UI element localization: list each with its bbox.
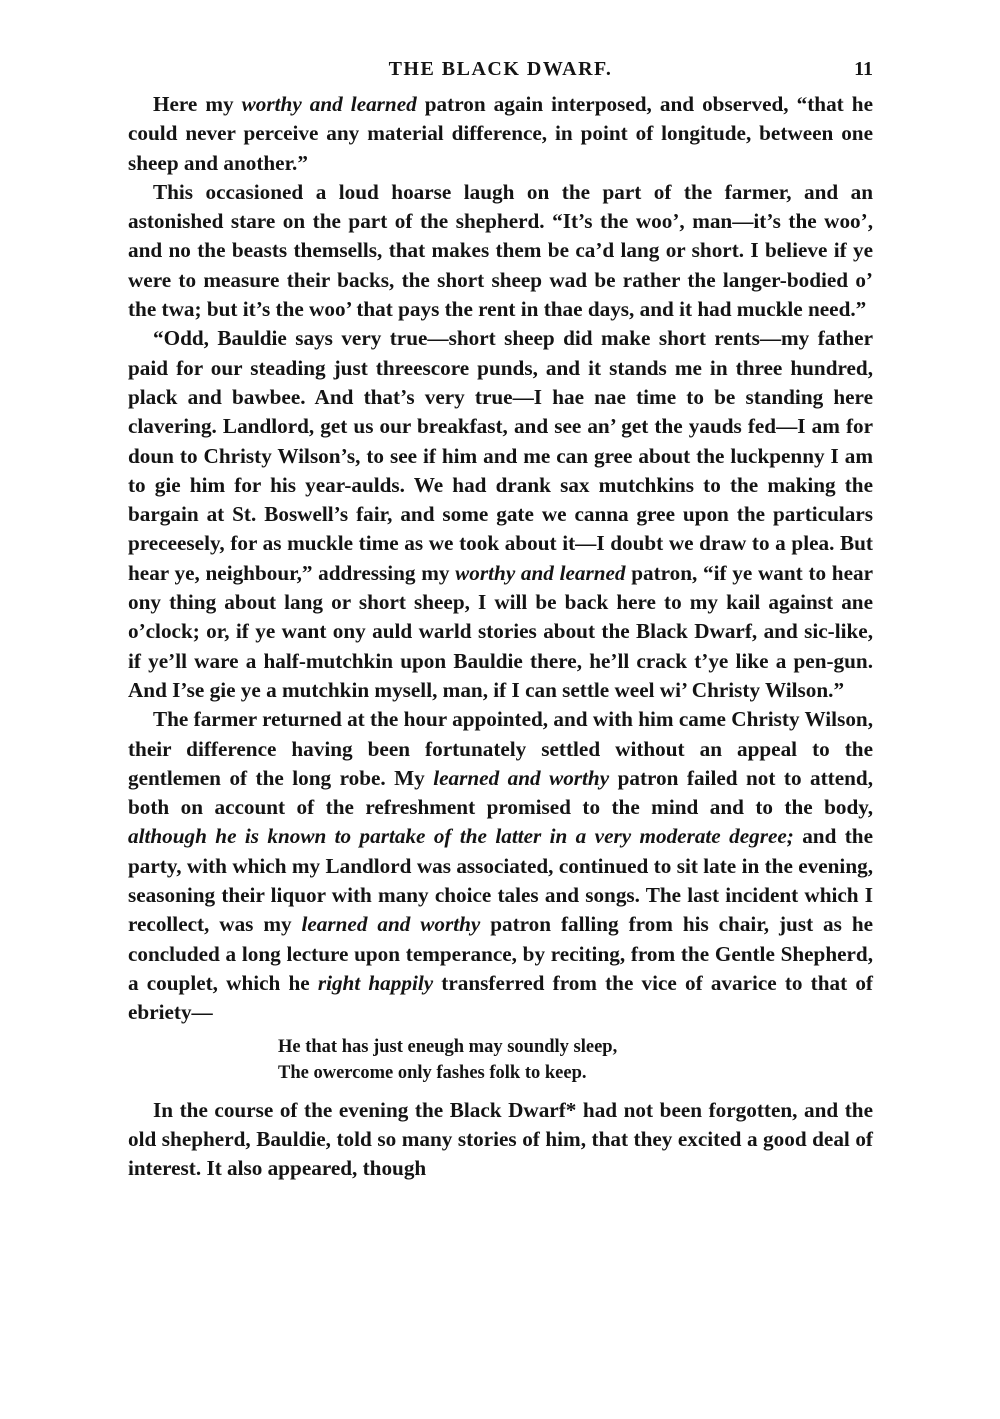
text-run: Here my xyxy=(153,92,242,116)
verse-line: He that has just eneugh may soundly sleep, xyxy=(278,1036,618,1057)
paragraph-5 xyxy=(128,1096,873,1184)
italic-run: learned and worthy xyxy=(433,765,610,790)
italic-run: learned and worthy xyxy=(301,912,481,937)
paragraph-4 xyxy=(128,705,873,1027)
verse-couplet xyxy=(278,1034,873,1086)
paragraph-3 xyxy=(128,324,873,705)
paragraph-2 xyxy=(128,178,873,324)
italic-run: although he is known to partake of the latter in a very moderate degree; xyxy=(128,824,794,849)
paragraph-1 xyxy=(128,90,873,178)
text-run: patron falling from his chair, just as he concluded a long lecture upon temperance, by reciting, from the Gentle Shepherd, a couplet, which he xyxy=(128,912,874,995)
italic-run: worthy and learned xyxy=(455,560,626,585)
text-run: patron, “if ye want to hear ony thing about lang or short sheep, I will be back here to my kail against ane o’clock; or, if ye want ony auld warld stories about the Black Dwarf, and sic-like, if ye’ll ware a half-mutchkin upon Bauldie there, he’ll crack t’ye like a pen-gun. And I’se gie ye a mutchkin mysell, man, if I can settle weel wi’ Christy Wilson.” xyxy=(128,560,873,702)
text-run: transferred from the vice of avarice to that of ebriety— xyxy=(128,970,873,1025)
text-run: “Odd, Bauldie says very true—short sheep did make short rents—my father paid for our steading just threescore punds, and it stands me in three hundred, plack and bawbee. And that’s very true—I hae nae time to be standing here clavering. Landlord, get us our breakfast, and see an’ get the yauds fed—I am for doun to Christy Wilson’s, to see if him and me can gree about the luckpenny I am to gie him for his year-aulds. We had drank sax mutchkins to the making the bargain at St. Boswell’s fair, and some gate we canna gree upon the particulars preceesely, for as muckle time as we took about it—I doubt we draw to a plea. But hear ye, neighbour,” addressing my xyxy=(128,326,873,585)
italic-run: worthy and learned xyxy=(241,92,417,116)
text-run: The farmer returned at the hour appointed, and with him came Christy Wilson, their difference having been fortunately settled without an appeal to the gentlemen of the long robe. My xyxy=(128,707,873,790)
book-page xyxy=(128,58,873,1183)
running-title: THE BLACK DWARF. xyxy=(388,58,613,80)
running-head xyxy=(128,58,873,90)
text-run: patron failed not to attend, both on account of the refreshment promised to the mind and to the body, xyxy=(128,765,873,820)
text-run: In the course of the evening the Black Dwarf* had not been forgotten, and the old shepherd, Bauldie, told so many stories of him, that they excited a good deal of interest. It also appeared, though xyxy=(128,1097,873,1181)
text-run: This occasioned a loud hoarse laugh on the part of the farmer, and an astonished stare on the part of the shepherd. “It’s the woo’, man—it’s the woo’, and no the beasts themsells, that makes them be ca’d lang or short. I believe if ye were to measure their backs, the short sheep wad be rather the langer-bodied o’ the twa; but it’s the woo’ that pays the rent in thae days, and it had muckle need.” xyxy=(128,179,873,322)
body-text xyxy=(128,90,873,1183)
verse-line: The owercome only fashes folk to keep. xyxy=(278,1062,587,1083)
text-run: patron again interposed, and observed, “that he could never perceive any material difference, in point of longitude, between one sheep and another.” xyxy=(128,92,873,175)
page-number: 11 xyxy=(854,58,873,80)
text-run: and the party, with which my Landlord was associated, continued to sit late in the evening, seasoning their liquor with many choice tales and songs. The last incident which I recollect, was my xyxy=(128,824,873,937)
italic-run: right happily xyxy=(317,970,434,995)
